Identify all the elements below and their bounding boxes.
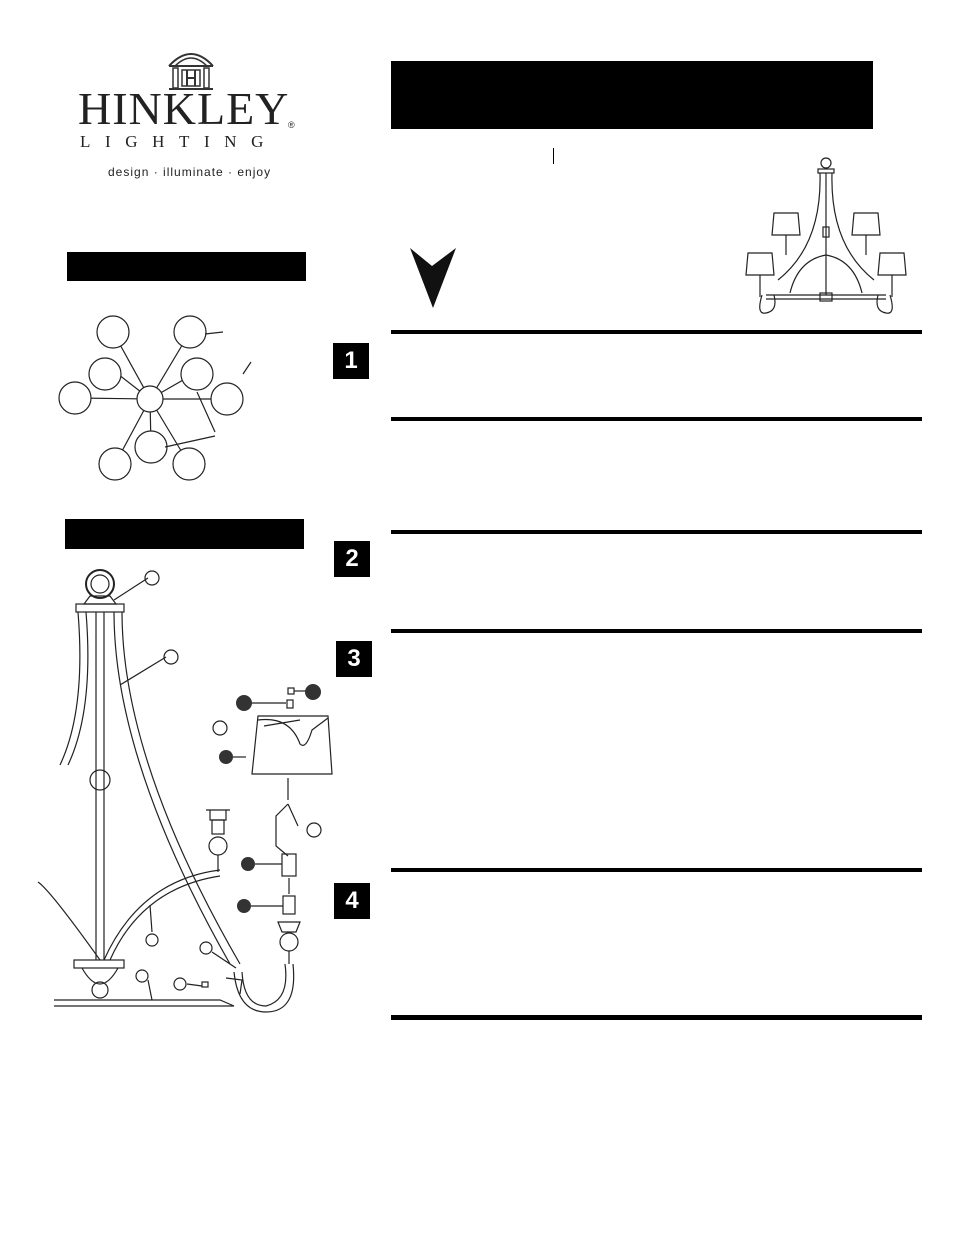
step-2-badge: 2 xyxy=(334,541,370,577)
section-bar-1 xyxy=(67,252,306,281)
step-1-badge: 1 xyxy=(333,343,369,379)
brand-subtitle: LIGHTING xyxy=(80,132,278,151)
step-3-top-rule xyxy=(391,629,922,633)
title-divider xyxy=(553,148,554,164)
top-view-diagram xyxy=(55,312,265,487)
step-4-badge: 4 xyxy=(334,883,370,919)
step-1-bottom-rule xyxy=(391,417,922,421)
step-3-badge: 3 xyxy=(336,641,372,677)
brand-name: HINKLEY xyxy=(78,83,290,134)
step-4-bottom-rule xyxy=(391,1015,922,1020)
step-4-top-rule xyxy=(391,868,922,872)
brand-registered-mark: ® xyxy=(288,120,295,130)
step-2-top-rule xyxy=(391,530,922,534)
brand-tagline: design · illuminate · enjoy xyxy=(108,165,272,179)
down-arrow-icon xyxy=(410,248,458,310)
assembly-diagram xyxy=(30,560,335,1025)
title-bar xyxy=(391,61,873,129)
chandelier-illustration xyxy=(738,155,918,325)
section-bar-2 xyxy=(65,519,304,549)
step-1-top-rule xyxy=(391,330,922,334)
